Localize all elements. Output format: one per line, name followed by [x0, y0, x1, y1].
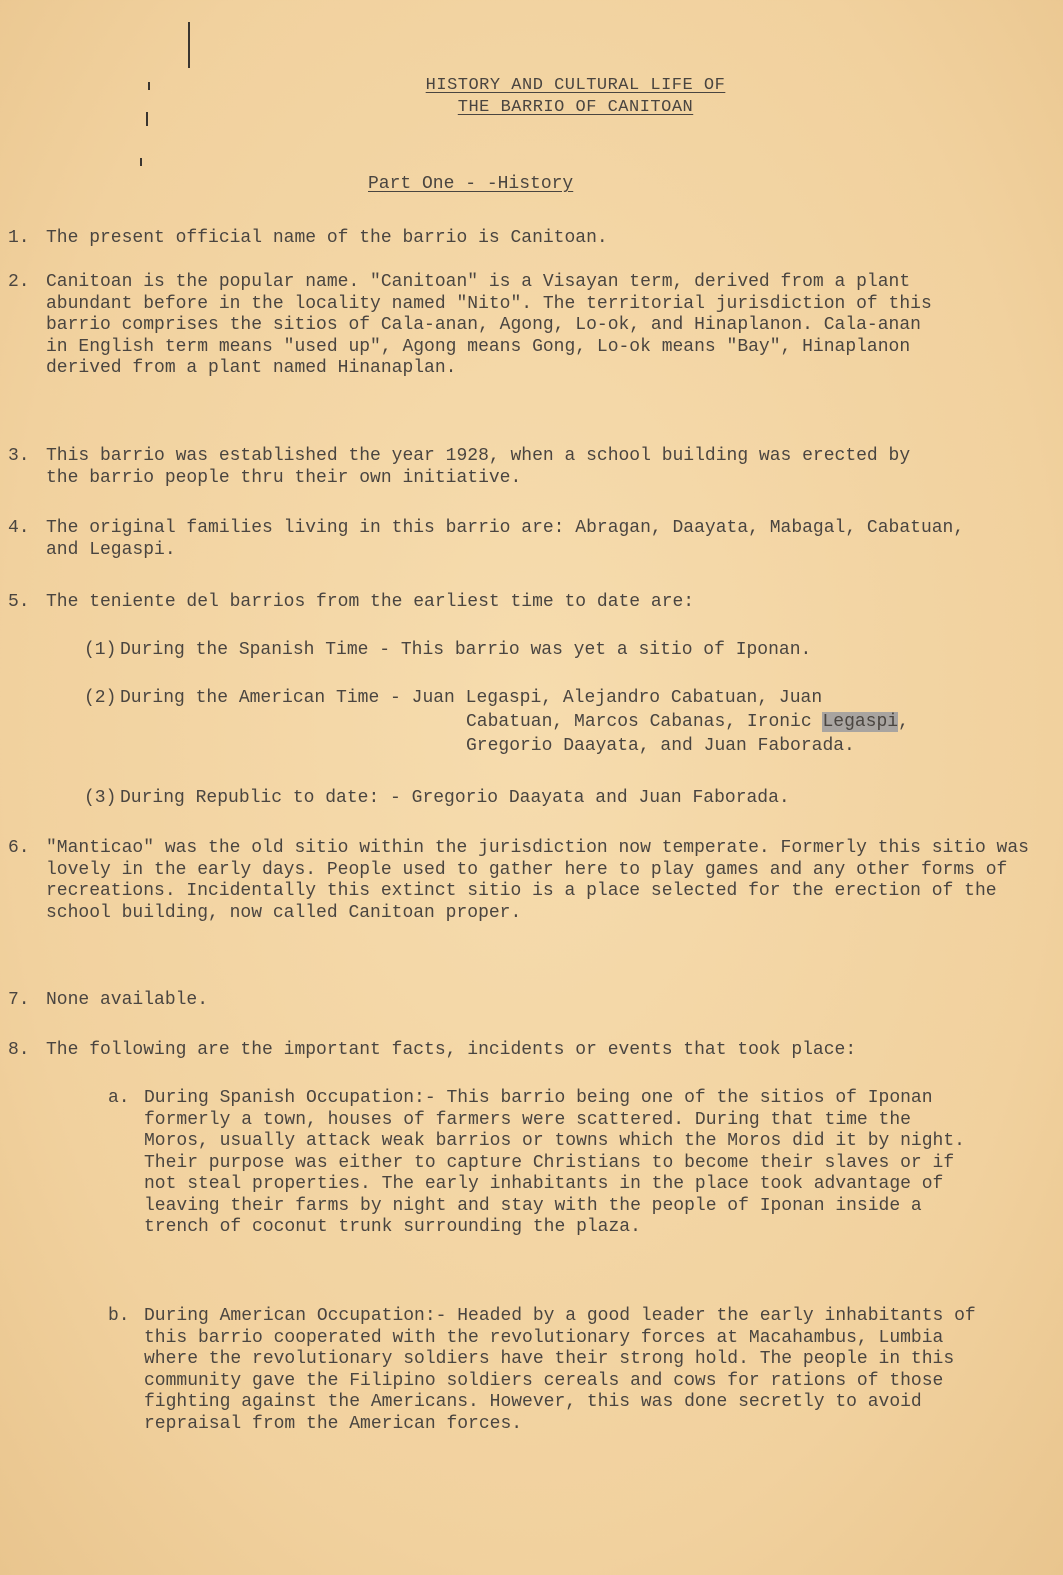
teniente-entry: [84, 688, 984, 758]
item-text: This barrio was established the year 1928, when a school building was erected by the barrio people thru their own initiative.: [46, 446, 911, 488]
entry-label: (2): [84, 688, 117, 708]
event-label: a.: [108, 1088, 130, 1108]
entry-punctuation: ,: [898, 712, 909, 732]
document-title-line-2: THE BARRIO OF CANITOAN: [457, 98, 694, 117]
item-number: 5.: [8, 592, 30, 612]
list-item: [8, 228, 1038, 250]
entry-text: During Republic to date: - Gregorio Daayata and Juan Faborada.: [120, 788, 790, 808]
item-text: The present official name of the barrio is Canitoan.: [46, 228, 608, 248]
item-text: The original families living in this barrio are: Abragan, Daayata, Mabagal, Cabatuan, and Legaspi.: [46, 518, 965, 560]
item-text: The teniente del barrios from the earliest time to date are:: [46, 592, 695, 612]
list-item: [8, 838, 1038, 948]
entry-label: (3): [84, 788, 117, 808]
entry-names-line-3: Gregorio Daayata, and Juan Faborada.: [466, 736, 855, 756]
item-number: 8.: [8, 1040, 30, 1060]
entry-names: Juan Legaspi, Alejandro Cabatuan, Juan: [411, 688, 823, 708]
list-item: [8, 272, 1038, 422]
item-number: 2.: [8, 272, 30, 292]
entry-names-line-2: [466, 712, 909, 734]
list-item: [8, 990, 1038, 1012]
list-item: [8, 592, 1038, 614]
teniente-entry: [84, 788, 984, 810]
margin-mark: [188, 22, 190, 68]
item-number: 3.: [8, 446, 30, 466]
list-item: [8, 518, 1038, 564]
event-entry: [108, 1306, 1008, 1486]
event-text: During Spanish Occupation:- This barrio being one of the sitios of Iponan formerly a town, houses of farmers were scattered. During that time the Moros, usually attack weak barrios or towns which the Moros did it by night. Their purpose was either to capture Christians to become their slaves or if not steal properties. The early inhabitants in the place took advantage of leaving their farms by night and stay with the people of Iponan inside a trench of coconut trunk surrounding the plaza.: [144, 1088, 965, 1237]
document-title-line-1: HISTORY AND CULTURAL LIFE OF: [425, 76, 726, 95]
teniente-entry: [84, 640, 984, 662]
list-item: [8, 1040, 1038, 1062]
margin-mark: [140, 158, 142, 166]
item-number: 1.: [8, 228, 30, 248]
item-text: The following are the important facts, incidents or events that took place:: [46, 1040, 857, 1060]
part-heading: Part One - -History: [368, 174, 574, 194]
item-number: 7.: [8, 990, 30, 1010]
event-label: b.: [108, 1306, 130, 1326]
event-entry: [108, 1088, 988, 1268]
entry-period: During the American Time -: [120, 688, 412, 708]
entry-label: (1): [84, 640, 117, 660]
list-item: [8, 446, 1038, 492]
item-text: "Manticao" was the old sitio within the jurisdiction now temperate. Formerly this sitio was lovely in the early days. People used to gather here to play games and any other forms of recreations. Incidentally this extinct sitio is a place selected for the erection of the school building, now called Canitoan proper.: [46, 838, 1029, 923]
entry-lead: [120, 688, 822, 710]
item-text: Canitoan is the popular name. "Canitoan" is a Visayan term, derived from a plant abundant before in the locality named "Nito". The territorial jurisdiction of this barrio comprises the sitios of Cala-anan, Agong, Lo-ok, and Hinaplanon. Cala-anan in English term means "used up", Agong means Gong, Lo-ok means "Bay", Hinaplanon derived from a plant named Hinanaplan.: [46, 272, 932, 378]
entry-text: During the Spanish Time - This barrio was yet a sitio of Iponan.: [120, 640, 812, 660]
item-number: 4.: [8, 518, 30, 538]
event-text: During American Occupation:- Headed by a good leader the early inhabitants of this barrio cooperated with the revolutionary forces at Macahambus, Lumbia where the revolutionary soldiers have their strong hold. The people in this community gave the Filipino soldiers cereals and cows for rations of those fighting against the Americans. However, this was done secretly to avoid repraisal from the American forces.: [144, 1306, 976, 1434]
entry-names: Cabatuan, Marcos Cabanas, Ironic: [466, 712, 823, 732]
item-number: 6.: [8, 838, 30, 858]
smudged-name: Legaspi: [822, 712, 899, 732]
item-text: None available.: [46, 990, 209, 1010]
